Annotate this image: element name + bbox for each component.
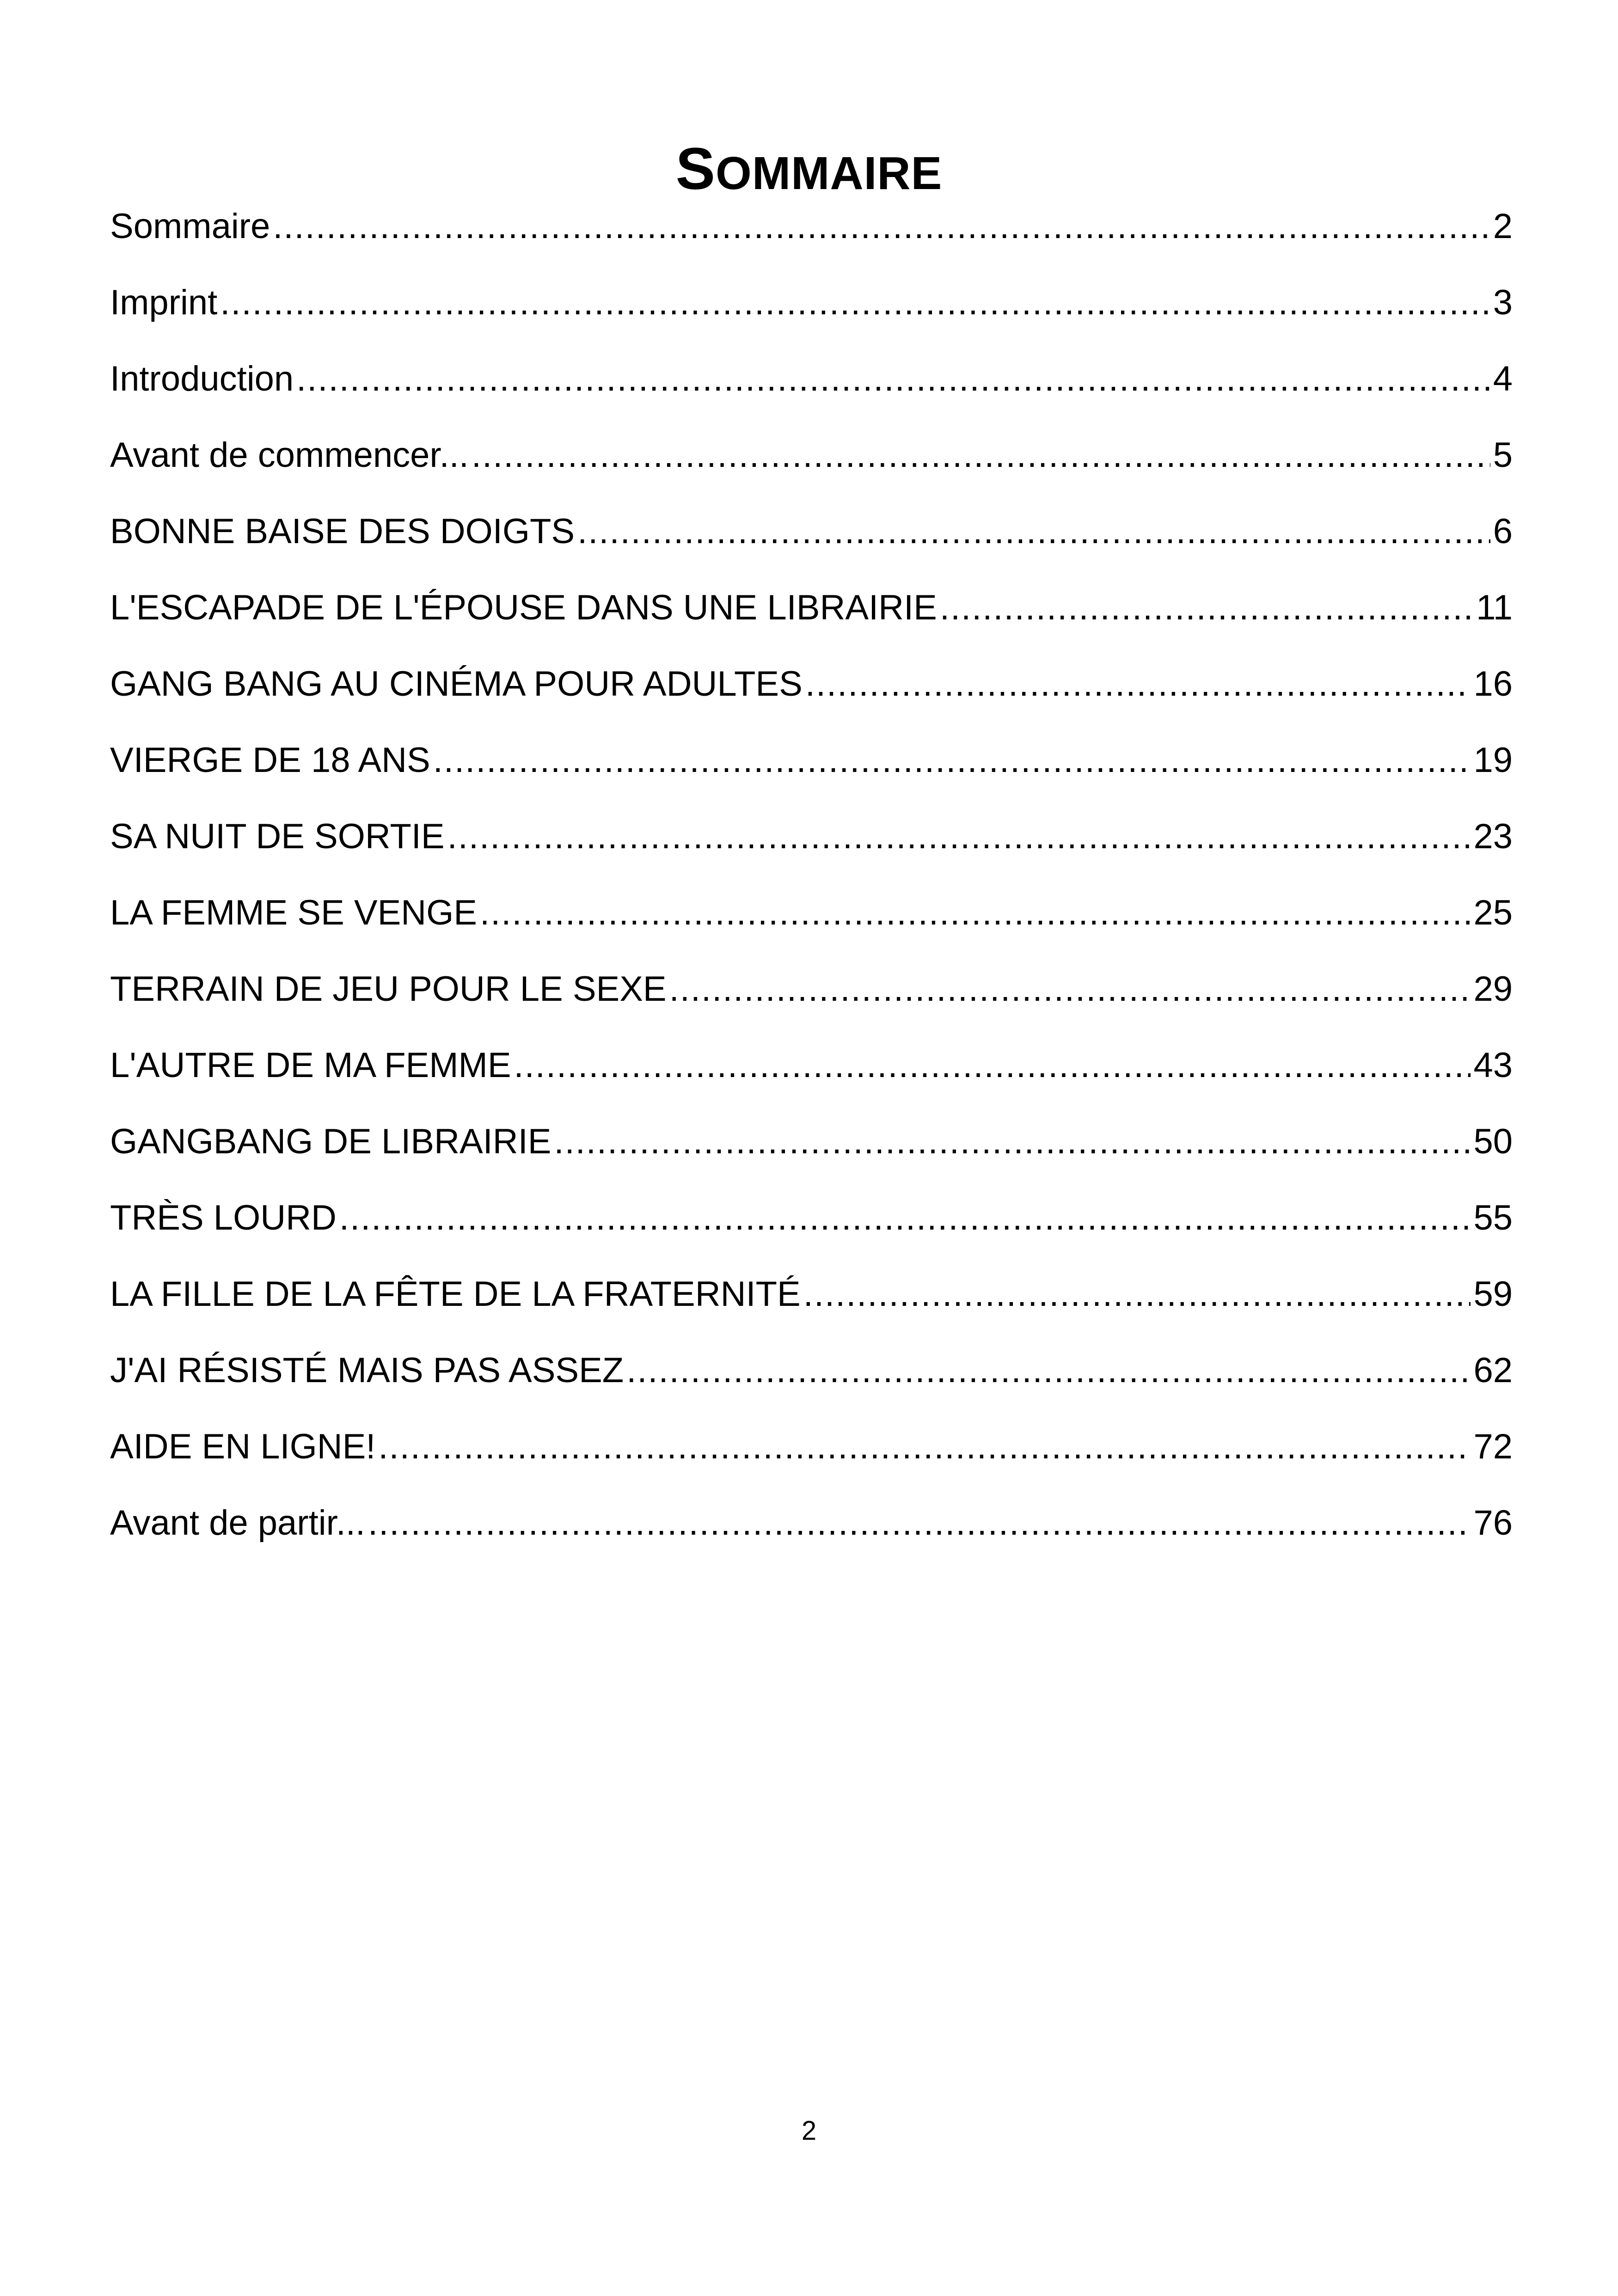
toc-entry-page: 2: [1493, 207, 1513, 246]
toc-entry-page: 25: [1473, 893, 1513, 932]
toc-entry-page: 3: [1493, 283, 1513, 322]
toc-entry-label: Avant de commencer...: [110, 435, 469, 475]
toc-leader-dots: [472, 423, 1490, 488]
toc-leader-dots: [378, 1414, 1471, 1479]
toc-entry[interactable]: [110, 1186, 1513, 1262]
toc-entry-label: J'AI RÉSISTÉ MAIS PAS ASSEZ: [110, 1351, 624, 1390]
toc-entry[interactable]: [110, 1414, 1513, 1491]
toc-leader-dots: [273, 194, 1490, 259]
toc-entry-page: 76: [1473, 1503, 1513, 1543]
toc-leader-dots: [554, 1109, 1471, 1174]
page-title-rest: OMMAIRE: [716, 147, 943, 199]
toc-entry-label: Avant de partir...: [110, 1503, 366, 1543]
toc-entry-page: 29: [1473, 969, 1513, 1009]
toc-leader-dots: [447, 804, 1471, 869]
toc-entry-label: TERRAIN DE JEU POUR LE SEXE: [110, 969, 667, 1009]
page-title-initial: S: [675, 135, 716, 202]
toc-entry-label: VIERGE DE 18 ANS: [110, 741, 430, 780]
toc-leader-dots: [514, 1033, 1471, 1098]
toc-entry-label: Introduction: [110, 359, 294, 398]
toc-entry-page: 59: [1473, 1274, 1513, 1314]
toc-entry[interactable]: [110, 347, 1513, 423]
toc-entry[interactable]: [110, 804, 1513, 881]
toc-entry-page: 23: [1473, 817, 1513, 856]
toc-entry[interactable]: [110, 1033, 1513, 1109]
toc-entry-label: TRÈS LOURD: [110, 1198, 337, 1237]
toc-entry-page: 50: [1473, 1122, 1513, 1161]
toc-entry[interactable]: [110, 1338, 1513, 1414]
toc-entry-page: 4: [1493, 359, 1513, 398]
toc-leader-dots: [368, 1491, 1471, 1555]
toc-entry[interactable]: [110, 576, 1513, 652]
toc-entry-label: Sommaire: [110, 207, 270, 246]
toc-leader-dots: [669, 957, 1471, 1022]
table-of-contents: [110, 194, 1513, 1567]
toc-leader-dots: [940, 576, 1473, 640]
toc-entry-page: 5: [1493, 435, 1513, 475]
toc-leader-dots: [339, 1186, 1471, 1250]
toc-entry-page: 55: [1473, 1198, 1513, 1237]
toc-entry-label: Imprint: [110, 283, 218, 322]
toc-entry[interactable]: [110, 728, 1513, 804]
toc-entry-label: AIDE EN LIGNE!: [110, 1427, 376, 1466]
toc-leader-dots: [577, 499, 1490, 564]
toc-entry[interactable]: [110, 1109, 1513, 1186]
toc-leader-dots: [433, 728, 1471, 793]
toc-entry-label: GANGBANG DE LIBRAIRIE: [110, 1122, 552, 1161]
toc-entry[interactable]: [110, 270, 1513, 347]
toc-entry[interactable]: [110, 1491, 1513, 1567]
toc-entry[interactable]: [110, 194, 1513, 270]
toc-entry-page: 19: [1473, 741, 1513, 780]
toc-entry[interactable]: [110, 652, 1513, 728]
toc-entry[interactable]: [110, 881, 1513, 957]
toc-leader-dots: [220, 270, 1490, 335]
toc-entry[interactable]: [110, 957, 1513, 1033]
page-number: 2: [801, 2116, 817, 2146]
toc-entry-label: LA FILLE DE LA FÊTE DE LA FRATERNITÉ: [110, 1274, 801, 1314]
toc-entry-page: 11: [1476, 588, 1513, 627]
toc-entry[interactable]: [110, 423, 1513, 499]
toc-entry-label: L'ESCAPADE DE L'ÉPOUSE DANS UNE LIBRAIRIE: [110, 588, 937, 627]
toc-entry-label: LA FEMME SE VENGE: [110, 893, 477, 932]
toc-leader-dots: [480, 881, 1471, 945]
toc-entry[interactable]: [110, 499, 1513, 576]
toc-leader-dots: [626, 1338, 1471, 1403]
toc-entry[interactable]: [110, 1262, 1513, 1338]
toc-entry-page: 6: [1493, 512, 1513, 551]
toc-entry-page: 62: [1473, 1351, 1513, 1390]
toc-entry-label: BONNE BAISE DES DOIGTS: [110, 512, 575, 551]
toc-entry-label: GANG BANG AU CINÉMA POUR ADULTES: [110, 664, 803, 704]
toc-entry-page: 43: [1473, 1046, 1513, 1085]
toc-entry-label: L'AUTRE DE MA FEMME: [110, 1046, 511, 1085]
toc-leader-dots: [805, 652, 1471, 716]
toc-entry-label: SA NUIT DE SORTIE: [110, 817, 445, 856]
toc-entry-page: 72: [1473, 1427, 1513, 1466]
toc-leader-dots: [803, 1262, 1471, 1327]
toc-leader-dots: [296, 347, 1490, 411]
toc-entry-page: 16: [1473, 664, 1513, 704]
